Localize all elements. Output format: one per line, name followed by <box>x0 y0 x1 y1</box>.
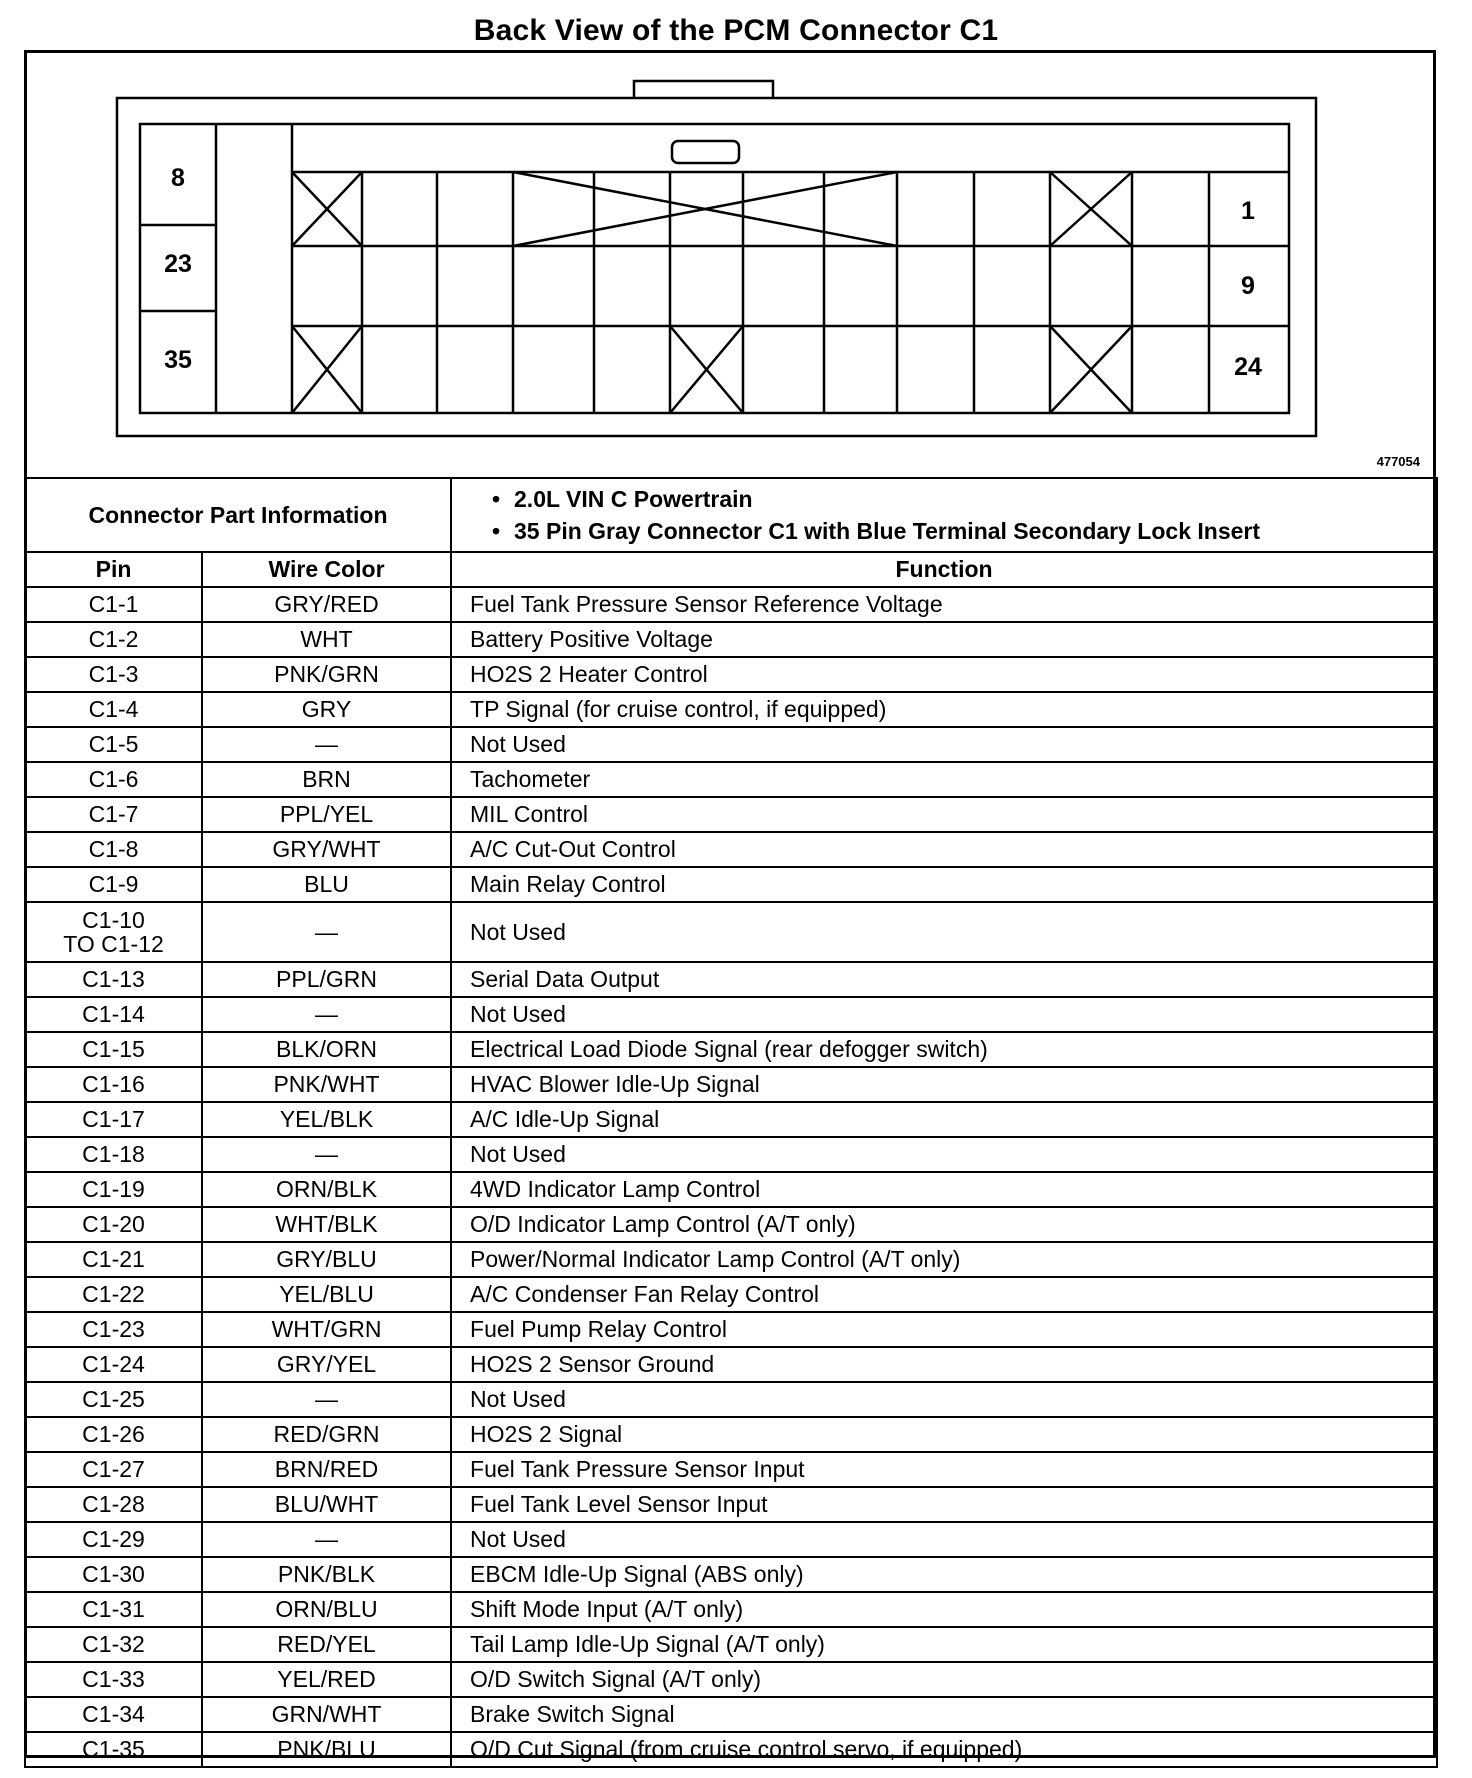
pin-id: C1-21 <box>82 1246 145 1273</box>
pin-id: C1-31 <box>82 1596 145 1623</box>
wire-color-cell: PPL/GRN <box>202 962 451 997</box>
function-cell: Not Used <box>451 902 1437 962</box>
function-cell: Not Used <box>451 997 1437 1032</box>
table-row <box>25 1697 1437 1732</box>
pin-cell <box>25 1312 202 1347</box>
function-cell: Power/Normal Indicator Lamp Control (A/T only) <box>451 1242 1437 1277</box>
table-row <box>25 727 1437 762</box>
connector-diagram <box>24 50 1436 478</box>
pin-cell <box>25 622 202 657</box>
function-cell: O/D Indicator Lamp Control (A/T only) <box>451 1207 1437 1242</box>
table-row <box>25 657 1437 692</box>
table-row <box>25 797 1437 832</box>
table-row <box>25 1172 1437 1207</box>
table-row <box>25 1382 1437 1417</box>
pin-cell <box>25 1592 202 1627</box>
table-row <box>25 1592 1437 1627</box>
function-cell: Electrical Load Diode Signal (rear defogger switch) <box>451 1032 1437 1067</box>
key-slot <box>672 141 739 163</box>
table-row <box>25 1067 1437 1102</box>
table-row <box>25 1102 1437 1137</box>
function-cell: Not Used <box>451 727 1437 762</box>
wire-color-cell: BLK/ORN <box>202 1032 451 1067</box>
pin-id: C1-2 <box>88 626 139 653</box>
function-cell: HO2S 2 Sensor Ground <box>451 1347 1437 1382</box>
pin-cell <box>25 657 202 692</box>
table-row <box>25 1627 1437 1662</box>
pin-cell <box>25 1137 202 1172</box>
wire-color-cell: YEL/BLU <box>202 1277 451 1312</box>
wire-color-cell: GRY/YEL <box>202 1347 451 1382</box>
pin-cell <box>25 1207 202 1242</box>
table-row <box>25 1662 1437 1697</box>
pin-id: C1-13 <box>82 966 145 993</box>
pin-table <box>24 477 1438 1768</box>
table-row <box>25 692 1437 727</box>
wire-color-cell: BRN <box>202 762 451 797</box>
header-pin: Pin <box>25 552 202 587</box>
pin-cell <box>25 1277 202 1312</box>
function-cell: EBCM Idle-Up Signal (ABS only) <box>451 1557 1437 1592</box>
page-title: Back View of the PCM Connector C1 <box>473 14 999 47</box>
pin-cell <box>25 1697 202 1732</box>
wire-color-cell: GRY/BLU <box>202 1242 451 1277</box>
wire-color-cell: PNK/GRN <box>202 657 451 692</box>
function-cell: Battery Positive Voltage <box>451 622 1437 657</box>
connector-info-line: • 2.0L VIN C Powertrain <box>492 483 1436 515</box>
wire-color-cell: — <box>202 997 451 1032</box>
table-row <box>25 1732 1437 1767</box>
wire-color-cell: YEL/RED <box>202 1662 451 1697</box>
table-row <box>25 1032 1437 1067</box>
drawing-id: 477054 <box>1376 454 1420 469</box>
connector-drawing <box>24 50 1436 478</box>
pin-id: C1-28 <box>82 1491 145 1518</box>
pin-cell <box>25 1032 202 1067</box>
table-row <box>25 902 1437 962</box>
function-cell: O/D Cut Signal (from cruise control servo, if equipped) <box>451 1732 1437 1767</box>
table-row <box>25 1207 1437 1242</box>
function-cell: Fuel Pump Relay Control <box>451 1312 1437 1347</box>
pin-cell <box>25 1172 202 1207</box>
wire-color-cell: WHT/GRN <box>202 1312 451 1347</box>
pin-id: C1-9 <box>88 871 139 898</box>
pin-cell <box>25 1662 202 1697</box>
table-row <box>25 1557 1437 1592</box>
pin-cell <box>25 797 202 832</box>
wire-color-cell: GRY <box>202 692 451 727</box>
pin-id: C1-27 <box>82 1456 145 1483</box>
wire-color-cell: WHT <box>202 622 451 657</box>
pin-cell <box>25 1347 202 1382</box>
pin-id: C1-5 <box>88 731 139 758</box>
pin-cell <box>25 1242 202 1277</box>
function-cell: Brake Switch Signal <box>451 1697 1437 1732</box>
pin-id: C1-10 <box>82 906 145 933</box>
pin-id: C1-29 <box>82 1526 145 1553</box>
function-cell: HVAC Blower Idle-Up Signal <box>451 1067 1437 1102</box>
wire-color-cell: — <box>202 727 451 762</box>
pin-id: C1-23 <box>82 1316 145 1343</box>
function-cell: Not Used <box>451 1137 1437 1172</box>
function-cell: HO2S 2 Signal <box>451 1417 1437 1452</box>
function-cell: Shift Mode Input (A/T only) <box>451 1592 1437 1627</box>
wire-color-cell: RED/GRN <box>202 1417 451 1452</box>
connector-housing <box>117 98 1316 436</box>
wire-color-cell: PNK/WHT <box>202 1067 451 1102</box>
connector-info-list <box>451 478 1437 552</box>
pin-id: C1-35 <box>82 1736 145 1763</box>
pin-cell <box>25 1557 202 1592</box>
pin-id: C1-4 <box>88 696 139 723</box>
table-row <box>25 1137 1437 1172</box>
wire-color-cell: — <box>202 902 451 962</box>
wire-color-cell: — <box>202 1522 451 1557</box>
latch-tab <box>634 81 773 98</box>
pin-label-8: 8 <box>171 164 185 192</box>
connector-info-line: • 35 Pin Gray Connector C1 with Blue Terminal Secondary Lock Insert <box>492 515 1436 547</box>
wire-color-cell: BRN/RED <box>202 1452 451 1487</box>
pin-cell <box>25 902 202 962</box>
function-cell: TP Signal (for cruise control, if equipped) <box>451 692 1437 727</box>
pin-id: C1-1 <box>88 591 139 618</box>
table-row <box>25 1347 1437 1382</box>
wire-color-cell: GRN/WHT <box>202 1697 451 1732</box>
wire-color-cell: — <box>202 1382 451 1417</box>
table-row <box>25 997 1437 1032</box>
function-cell: Fuel Tank Pressure Sensor Input <box>451 1452 1437 1487</box>
header-function: Function <box>451 552 1437 587</box>
pin-cell <box>25 1102 202 1137</box>
pin-id: C1-15 <box>82 1036 145 1063</box>
pin-cell <box>25 762 202 797</box>
wire-color-cell: — <box>202 1137 451 1172</box>
function-cell: O/D Switch Signal (A/T only) <box>451 1662 1437 1697</box>
function-cell: Not Used <box>451 1382 1437 1417</box>
table-row <box>25 1417 1437 1452</box>
pin-id: C1-7 <box>88 801 139 828</box>
pin-cell <box>25 692 202 727</box>
table-row <box>25 1487 1437 1522</box>
pin-id-range-end: TO C1-12 <box>63 931 164 957</box>
function-cell: HO2S 2 Heater Control <box>451 657 1437 692</box>
pin-id: C1-32 <box>82 1631 145 1658</box>
wire-color-cell: BLU/WHT <box>202 1487 451 1522</box>
pin-cell <box>25 1732 202 1767</box>
pin-label-9: 9 <box>1241 272 1255 300</box>
table-row <box>25 1312 1437 1347</box>
wire-color-cell: GRY/RED <box>202 587 451 622</box>
pin-id: C1-30 <box>82 1561 145 1588</box>
pin-id: C1-18 <box>82 1141 145 1168</box>
connector-body <box>140 124 1289 413</box>
pin-cell <box>25 727 202 762</box>
pin-cell <box>25 1382 202 1417</box>
connector-info-label: Connector Part Information <box>25 478 451 552</box>
pin-id: C1-17 <box>82 1106 145 1133</box>
pin-cell <box>25 867 202 902</box>
function-cell: Fuel Tank Level Sensor Input <box>451 1487 1437 1522</box>
pin-label-24: 24 <box>1234 353 1262 381</box>
function-cell: A/C Idle-Up Signal <box>451 1102 1437 1137</box>
table-row <box>25 587 1437 622</box>
table-row <box>25 1522 1437 1557</box>
pin-id: C1-34 <box>82 1701 145 1728</box>
pin-cell <box>25 1452 202 1487</box>
pin-id: C1-8 <box>88 836 139 863</box>
pin-label-23: 23 <box>164 250 192 278</box>
pin-id: C1-20 <box>82 1211 145 1238</box>
table-row <box>25 1452 1437 1487</box>
pin-id: C1-26 <box>82 1421 145 1448</box>
pin-cell <box>25 1627 202 1662</box>
table-row <box>25 1242 1437 1277</box>
table-row <box>25 962 1437 997</box>
function-cell: Fuel Tank Pressure Sensor Reference Voltage <box>451 587 1437 622</box>
table-row <box>25 867 1437 902</box>
function-cell: Main Relay Control <box>451 867 1437 902</box>
pin-cell <box>25 1417 202 1452</box>
pin-cell <box>25 997 202 1032</box>
pin-cell <box>25 1067 202 1102</box>
function-cell: MIL Control <box>451 797 1437 832</box>
wire-color-cell: PNK/BLU <box>202 1732 451 1767</box>
wire-color-cell: RED/YEL <box>202 1627 451 1662</box>
pin-id: C1-6 <box>88 766 139 793</box>
pin-id: C1-19 <box>82 1176 145 1203</box>
wire-color-cell: YEL/BLK <box>202 1102 451 1137</box>
function-cell: 4WD Indicator Lamp Control <box>451 1172 1437 1207</box>
table-row <box>25 1277 1437 1312</box>
pin-id: C1-33 <box>82 1666 145 1693</box>
function-cell: Tail Lamp Idle-Up Signal (A/T only) <box>451 1627 1437 1662</box>
function-cell: Tachometer <box>451 762 1437 797</box>
connector-info-row <box>25 478 1437 552</box>
pin-id: C1-3 <box>88 661 139 688</box>
pin-label-1: 1 <box>1241 197 1255 225</box>
pin-cell <box>25 1522 202 1557</box>
function-cell: Serial Data Output <box>451 962 1437 997</box>
header-wire-color: Wire Color <box>202 552 451 587</box>
wire-color-cell: GRY/WHT <box>202 832 451 867</box>
pin-id: C1-22 <box>82 1281 145 1308</box>
table-row <box>25 762 1437 797</box>
wire-color-cell: PNK/BLK <box>202 1557 451 1592</box>
wire-color-cell: WHT/BLK <box>202 1207 451 1242</box>
pin-cell <box>25 1487 202 1522</box>
table-row <box>25 832 1437 867</box>
wire-color-cell: PPL/YEL <box>202 797 451 832</box>
pin-id: C1-25 <box>82 1386 145 1413</box>
function-cell: Not Used <box>451 1522 1437 1557</box>
function-cell: A/C Cut-Out Control <box>451 832 1437 867</box>
pin-cell <box>25 962 202 997</box>
pin-cell <box>25 832 202 867</box>
pin-label-35: 35 <box>164 346 192 374</box>
wire-color-cell: BLU <box>202 867 451 902</box>
table-row <box>25 622 1437 657</box>
function-cell: A/C Condenser Fan Relay Control <box>451 1277 1437 1312</box>
pin-id: C1-16 <box>82 1071 145 1098</box>
wire-color-cell: ORN/BLU <box>202 1592 451 1627</box>
wire-color-cell: ORN/BLK <box>202 1172 451 1207</box>
pin-id: C1-24 <box>82 1351 145 1378</box>
pin-id: C1-14 <box>82 1001 145 1028</box>
table-header-row <box>25 552 1437 587</box>
pin-cell <box>25 587 202 622</box>
plugged-cavity-marks <box>292 172 1132 413</box>
